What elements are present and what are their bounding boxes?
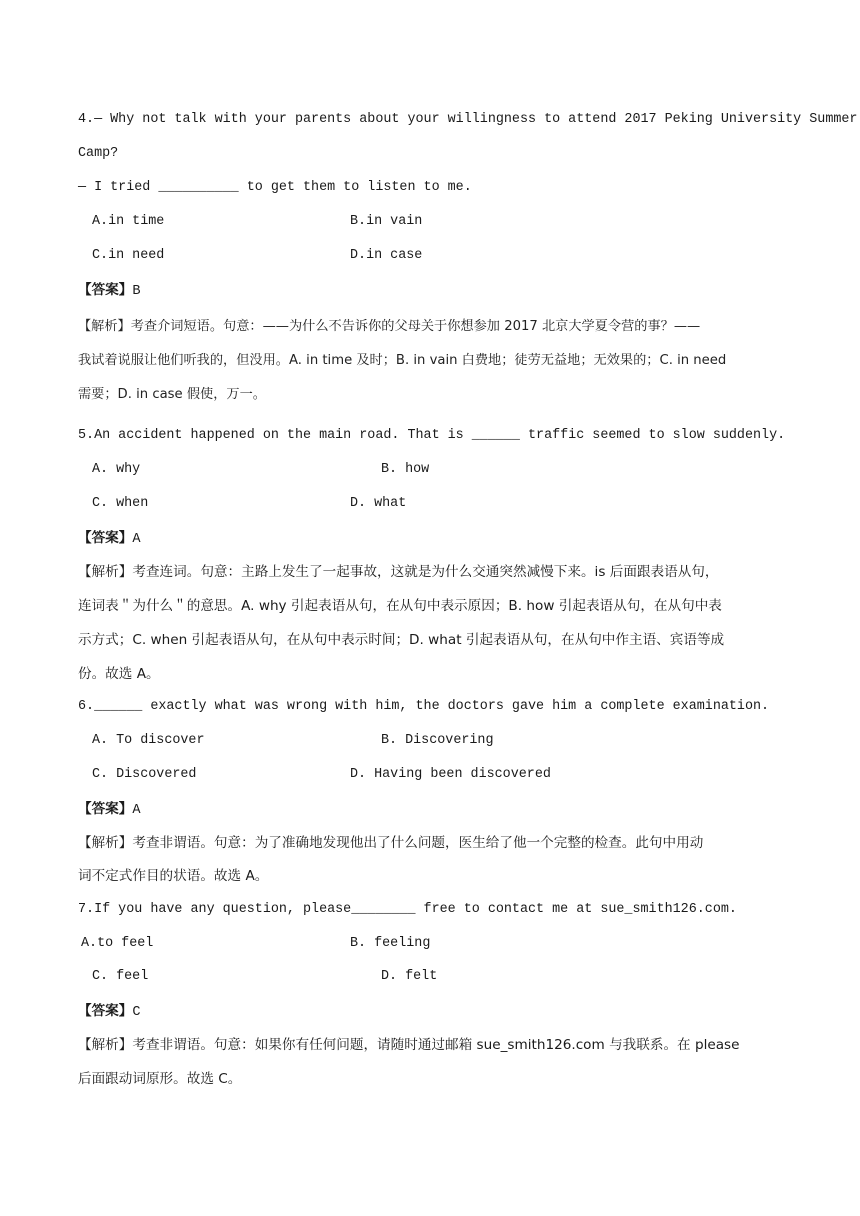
q7-answer-label: 【答案】: [78, 1003, 133, 1019]
q4-option-b: B.in vain: [350, 214, 423, 229]
q5-option-d: D. what: [350, 496, 407, 511]
q7-analysis-line1: 【解析】考查非谓语。句意：如果你有任何问题，请随时通过邮箱 sue_smith126.com 与我联系。在 please: [78, 1037, 740, 1053]
q4-answer: [78, 281, 788, 301]
q5-option-c: C. when: [92, 496, 149, 511]
q6-option-d: D. Having been discovered: [350, 767, 551, 782]
q6-answer: [78, 800, 788, 820]
q4-stem-line1: 4.— Why not talk with your parents about your willingness to attend 2017 Peking University Summer: [78, 112, 858, 127]
q4-answer-value: B: [132, 284, 141, 299]
q4-option-c: C.in need: [92, 248, 165, 263]
q6-option-a: A. To discover: [92, 733, 205, 748]
q7-analysis-line2: 后面跟动词原形。故选 C。: [78, 1071, 242, 1087]
q5-stem: 5.An accident happened on the main road. That is ______ traffic seemed to slow suddenly.: [78, 428, 786, 443]
q7-option-b: B. feeling: [350, 936, 431, 951]
q6-option-c: C. Discovered: [92, 767, 197, 782]
q4-analysis-line2: 我试着说服让他们听我的，但没用。A. in time 及时；B. in vain 白费地；徒劳无益地；无效果的；C. in need: [78, 353, 727, 368]
q5-answer-value: A: [132, 532, 141, 547]
q4-stem-line2: Camp?: [78, 146, 119, 161]
q5-analysis-line3: 示方式；C. when 引起表语从句，在从句中表示时间；D. what 引起表语从句，在从句中作主语、宾语等成: [78, 632, 725, 648]
q6-answer-label: 【答案】: [78, 801, 133, 817]
q4-analysis-line1: 【解析】考查介词短语。句意：——为什么不告诉你的父母关于你想参加 2017 北京大学夏令营的事？——: [78, 319, 701, 334]
q5-option-a: A. why: [92, 462, 141, 477]
q6-analysis-line1: 【解析】考查非谓语。句意：为了准确地发现他出了什么问题，医生给了他一个完整的检查。此句中用动: [78, 835, 704, 851]
q5-answer: [78, 529, 788, 549]
q7-option-d: D. felt: [381, 969, 438, 984]
q7-option-c: C. feel: [92, 969, 149, 984]
q6-stem: 6.______ exactly what was wrong with him, the doctors gave him a complete examination.: [78, 699, 770, 714]
q5-answer-label: 【答案】: [78, 530, 133, 546]
q7-answer: [78, 1002, 788, 1022]
q5-analysis-line2: 连词表＂为什么＂的意思。A. why 引起表语从句，在从句中表示原因；B. how 引起表语从句，在从句中表: [78, 598, 722, 614]
q6-option-b: B. Discovering: [381, 733, 494, 748]
q5-analysis-line4: 份。故选 A。: [78, 666, 160, 682]
q7-stem: 7.If you have any question, please________ free to contact me at sue_smith126.com.: [78, 902, 737, 917]
q7-option-a: A.to feel: [81, 936, 154, 951]
q4-stem-line3: — I tried __________ to get them to listen to me.: [78, 180, 472, 195]
q5-analysis-line1: 【解析】考查连词。句意：主路上发生了一起事故，这就是为什么交通突然减慢下来。is 后面跟表语从句，: [78, 564, 719, 580]
q6-answer-value: A: [132, 803, 141, 818]
q6-analysis-line2: 词不定式作目的状语。故选 A。: [78, 868, 269, 884]
q4-analysis-line3: 需要；D. in case 假使，万一。: [78, 387, 266, 402]
q4-option-a: A.in time: [92, 214, 165, 229]
q4-answer-label: 【答案】: [78, 282, 133, 298]
q5-option-b: B. how: [381, 462, 430, 477]
q7-answer-value: C: [132, 1005, 141, 1020]
q4-option-d: D.in case: [350, 248, 423, 263]
